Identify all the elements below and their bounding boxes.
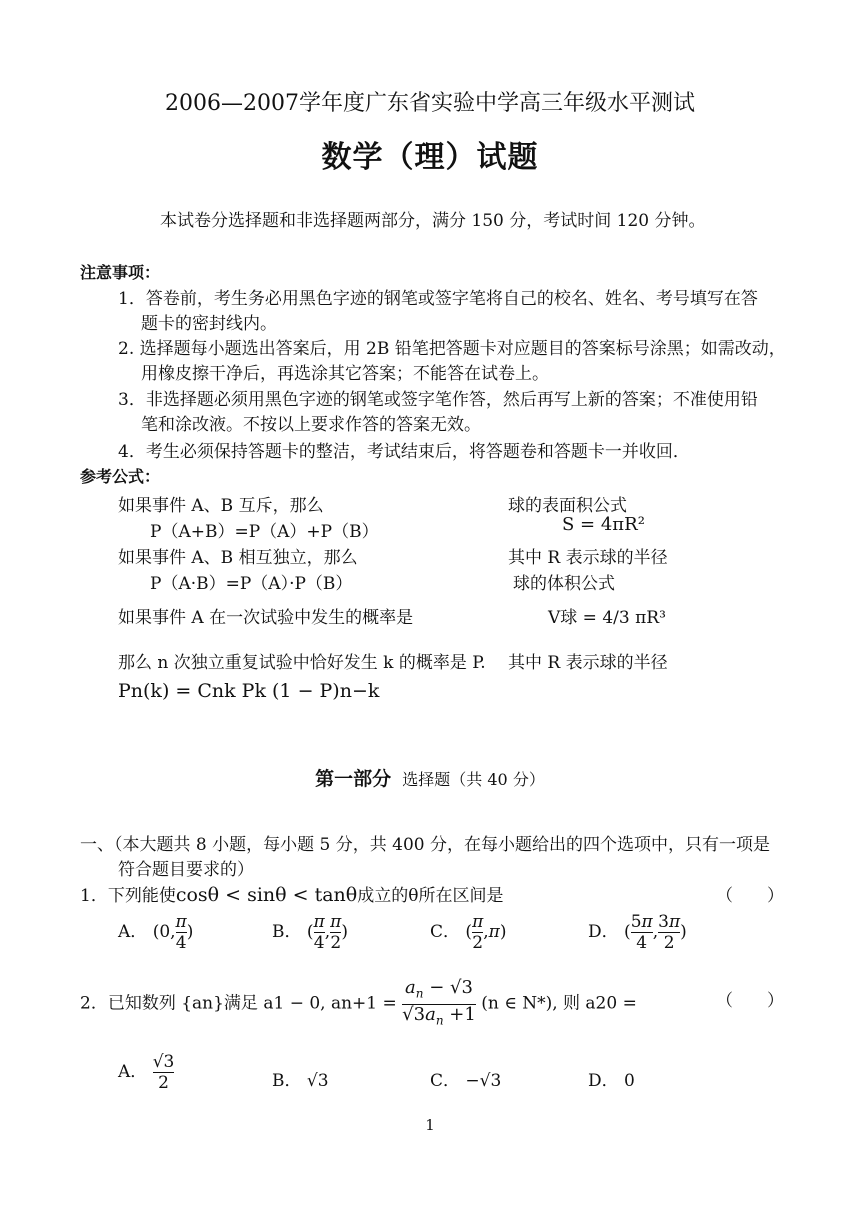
formula-text: 如果事件 A、B 相互独立，那么 <box>118 548 358 568</box>
part1-heading-main: 第一部分 <box>315 768 392 790</box>
option-label: C． <box>430 922 461 942</box>
note-item: 4．考生必须保持答题卡的整洁，考试结束后，将答题卷和答题卡一并收回． <box>118 442 690 462</box>
formula-text: 球的表面积公式 <box>508 496 627 516</box>
question-1-stem <box>80 881 504 906</box>
option-label: C． <box>430 1071 461 1091</box>
q2-option-a: A． $\frac{√3}{2}$ <box>118 1052 175 1093</box>
q2-option-b: B． √3 <box>272 1071 329 1091</box>
part1-instructions: 一、（本大题共 8 小题，每小题 5 分，共 400 分，在每小题给出的四个选项中，只有一项是 <box>80 835 771 855</box>
q2-suffix: (n ∈ N*), 则 a20 = <box>481 993 637 1014</box>
formula-text: 其中 R 表示球的半径 <box>508 548 668 568</box>
formula-text: 其中 R 表示球的半径 <box>508 653 668 673</box>
part1-instructions: 符合题目要求的） <box>118 860 254 880</box>
q1-prefix: 1．下列能使 <box>80 886 176 906</box>
note-item: 题卡的密封线内。 <box>141 314 277 334</box>
q1-answer-bracket: （ ） <box>716 886 784 906</box>
formula-text: 球的体积公式 <box>513 574 615 594</box>
option-label: B． <box>272 922 302 942</box>
note-item: 用橡皮擦干净后，再选涂其它答案；不能答在试卷上。 <box>141 364 549 384</box>
formula-text: 如果事件 A、B 互斥，那么 <box>118 496 324 516</box>
q1-option-d: D． ( $\frac{5\pi}{4}$ , $\frac{3\pi}{2}$ ) <box>588 912 687 953</box>
note-item: 笔和涂改液。不按以上要求作答的答案无效。 <box>141 415 481 435</box>
formula-text: 如果事件 A 在一次试验中发生的概率是 <box>118 608 414 628</box>
note-item: 3．非选择题必须用黑色字迹的钢笔或签字笔作答，然后再写上新的答案；不准使用铅 <box>118 390 758 410</box>
option-label: A． <box>118 1062 148 1082</box>
page-number: 1 <box>425 1116 435 1134</box>
exam-title: 2006—2007学年度广东省实验中学高三年级水平测试 <box>165 91 695 116</box>
binomial-formula: Pn(k) = Cnk Pk (1 − P)n−k <box>118 680 380 702</box>
formula-text: P（A·B）=P（A）·P（B） <box>150 574 353 594</box>
q1-option-a: A． (0, $\frac{\pi}{4}$ ) <box>118 912 194 953</box>
option-label: D． <box>588 1071 619 1091</box>
notes-heading: 注意事项： <box>80 263 161 282</box>
option-label: B． <box>272 1071 302 1091</box>
q1-suffix: 成立的θ所在区间是 <box>357 886 504 906</box>
q2-option-c: C． −√3 <box>430 1071 502 1091</box>
q1-option-c: C． ( $\frac{\pi}{2}$ ,π) <box>430 912 507 953</box>
q1-option-b: B． ( $\frac{\pi}{4}$ , $\frac{\pi}{2}$ ) <box>272 912 348 953</box>
question-2-stem: 2．已知数列 {an}满足 a1 − 0, an+1 = $\frac{a_n - √3}{√3a_n +1}$ (n ∈ N*), 则 a20 = <box>80 978 637 1030</box>
note-item: 1．答卷前，考生务必用黑色字迹的钢笔或签字笔将自己的校名、姓名、考号填写在答 <box>118 289 758 309</box>
option-label: D． <box>588 922 619 942</box>
sphere-volume-formula: V球 = 4/3 πR³ <box>548 608 666 628</box>
formula-text: 那么 n 次独立重复试验中恰好发生 k 的概率是 P. <box>118 653 486 673</box>
part1-heading <box>0 764 860 791</box>
q1-formula: cosθ < sinθ < tanθ <box>175 884 358 906</box>
note-item: 2. 选择题每小题选出答案后，用 2B 铅笔把答题卡对应题目的答案标号涂黑；如需改动， <box>118 339 786 359</box>
q2-prefix: 2．已知数列 {an}满足 a1 − 0, an+1 = <box>80 993 397 1014</box>
option-label: A． <box>118 922 148 942</box>
formula-text: P（A+B）=P（A）+P（B） <box>150 522 379 542</box>
formulas-heading: 参考公式： <box>80 467 161 486</box>
subject-title: 数学（理）试题 <box>321 140 539 175</box>
part1-heading-sub: 选择题（共 40 分） <box>402 770 545 789</box>
sphere-area-formula: S = 4πR² <box>562 514 645 535</box>
q2-answer-bracket: （ ） <box>716 991 784 1011</box>
intro-text: 本试卷分选择题和非选择题两部分，满分 150 分，考试时间 120 分钟。 <box>160 211 706 231</box>
q2-option-d-value: 0 <box>624 1071 635 1091</box>
q2-option-d <box>588 1066 635 1091</box>
